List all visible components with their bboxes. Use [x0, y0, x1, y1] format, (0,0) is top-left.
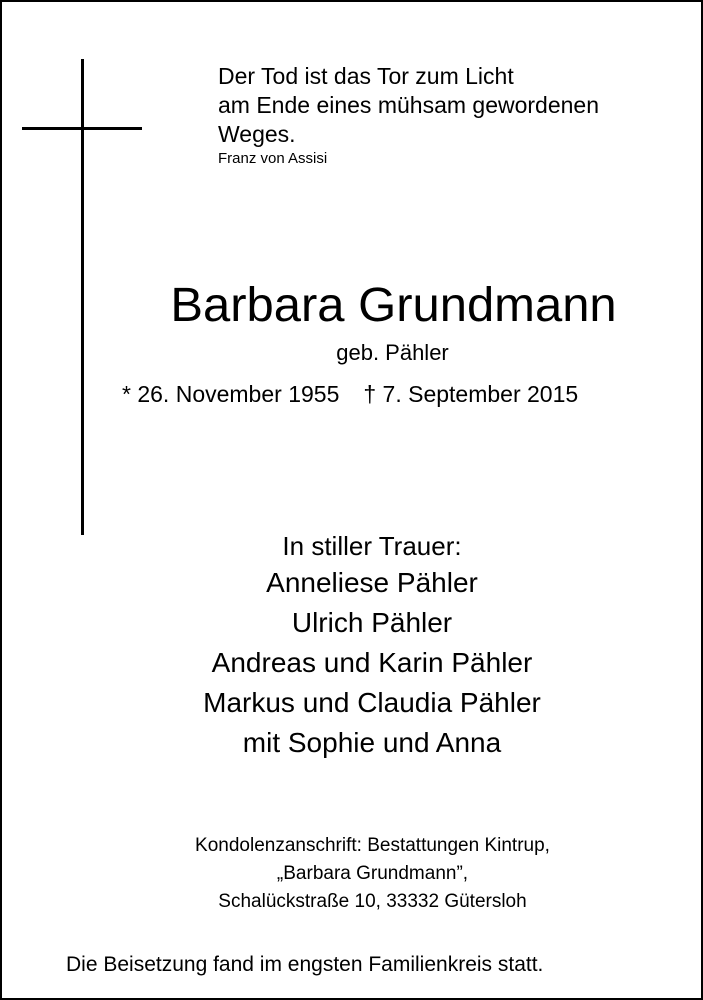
life-dates [122, 379, 682, 409]
death-date: † 7. September 2015 [363, 381, 579, 407]
mourner-name: Andreas und Karin Pähler [211, 647, 533, 678]
quote-author: Franz von Assisi [218, 150, 328, 167]
cross-horizontal-bar [22, 127, 142, 130]
mourner-name: Markus und Claudia Pähler [203, 687, 541, 718]
quote-line: Der Tod ist das Tor zum Licht [218, 63, 514, 89]
mourner-name: Ulrich Pähler [291, 607, 453, 638]
quote-line: am Ende eines mühsam gewordenen [218, 92, 600, 118]
burial-note: Die Beisetzung fand im engsten Familienkreis statt. [66, 953, 544, 976]
birth-date: * 26. November 1955 [122, 381, 340, 407]
mourning-heading: In stiller Trauer: [282, 531, 462, 561]
condolence-line: Kondolenzanschrift: Bestattungen Kintrup, [195, 835, 550, 856]
condolence-line: „Barbara Grundmann”, [276, 863, 469, 884]
mourner-name: Anneliese Pähler [266, 567, 478, 598]
mourner-name: mit Sophie und Anna [242, 727, 502, 758]
deceased-name-block [2, 278, 703, 334]
deceased-name: Barbara Grundmann [170, 279, 617, 332]
condolence-line: Schalückstraße 10, 33332 Gütersloh [218, 891, 527, 912]
quote-block [218, 62, 688, 169]
mourners-block [2, 529, 703, 763]
birth-name: geb. Pähler [336, 340, 449, 365]
quote-line: Weges. [218, 121, 296, 147]
condolence-address [2, 832, 703, 916]
